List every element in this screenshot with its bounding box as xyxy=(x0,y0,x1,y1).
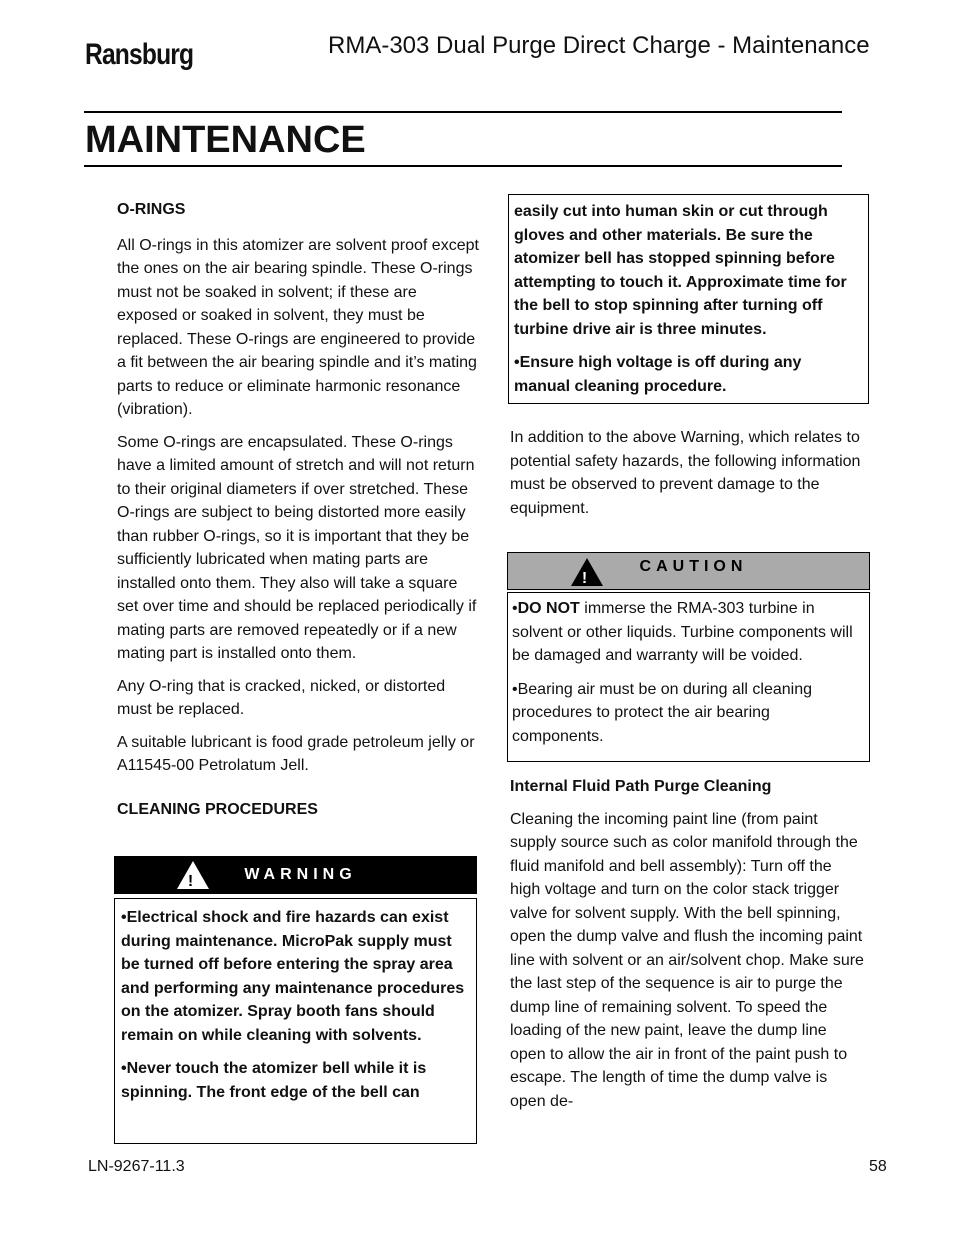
cleaning-heading: CLEANING PROCEDURES xyxy=(117,800,318,818)
warning-body xyxy=(114,898,477,1144)
caution-paragraph-2: •Bearing air must be on during all cleaning procedures to protect the air bearing components. xyxy=(512,680,812,745)
warning-label: WARNING xyxy=(244,866,357,883)
caution-body xyxy=(507,592,870,762)
caution-do-not: DO NOT xyxy=(517,600,580,617)
purge-section xyxy=(510,775,866,1122)
caution-triangle-icon xyxy=(570,557,604,587)
brand-logo: Ransburg xyxy=(85,38,194,71)
warning-box xyxy=(114,856,477,1144)
purge-paragraph: Cleaning the incoming paint line (from paint supply source such as color manifold through the fluid manifold and bell assembly): Turn off the high voltage and turn on the color stack trigger valve for solvent supply. With the bell spinning, open the dump valve and flush the incoming paint line with solvent or an air/solvent chop. Make sure the last step of the sequence is air to purge the dump line of remaining solvent. To speed the loading of the new paint, leave the dump line open to allow the air in front of the paint push to escape. The length of time the dump valve is open de- xyxy=(510,810,864,1110)
oring-paragraph-4: A suitable lubricant is food grade petroleum jelly or A11545-00 Petrolatum Jell. xyxy=(117,733,475,774)
svg-text:!: ! xyxy=(187,873,199,890)
left-column xyxy=(117,198,479,830)
oring-paragraph-3: Any O-ring that is cracked, nicked, or distorted must be replaced. xyxy=(117,677,446,718)
intro-paragraph: In addition to the above Warning, which relates to potential safety hazards, the following information must be observed to prevent damage to the equipment. xyxy=(510,429,861,517)
caution-label: CAUTION xyxy=(639,558,748,575)
top-rule xyxy=(84,111,842,113)
warning-triangle-icon xyxy=(176,860,210,890)
caution-box xyxy=(507,552,870,762)
oring-paragraph-2: Some O-rings are encapsulated. These O-rings have a limited amount of stretch and will not return to their original diameters if over stretched. These O-rings are subject to being distorted more easily than rubber O-rings, so it is important that they be sufficiently lubricated when mating parts are installed onto them. They also will take a square set over time and should be replaced periodically if mating parts are removed repeatedly or if a new mating part is installed onto them. xyxy=(117,433,477,662)
header-title: RMA-303 Dual Purge Direct Charge - Maintenance xyxy=(328,32,870,59)
doc-number: LN-9267-11.3 xyxy=(88,1158,185,1175)
warning-continued-paragraph-1: easily cut into human skin or cut through gloves and other materials. Be sure the atomizer bell has stopped spinning before attempting to touch it. Approximate time for the bell to stop spinning after turning off turbine drive air is three minutes. xyxy=(514,203,847,338)
warning-banner xyxy=(114,856,477,894)
warning-continued-box xyxy=(508,194,869,404)
caution-paragraph-1-text: immerse the RMA-303 turbine in solvent or other liquids. Turbine components will be damaged and warranty will be voided. xyxy=(512,600,853,664)
svg-text:!: ! xyxy=(581,570,593,587)
caution-banner xyxy=(507,552,870,590)
caution-paragraph-1 xyxy=(512,597,861,668)
warning-paragraph-2: •Never touch the atomizer bell while it is spinning. The front edge of the bell can xyxy=(121,1060,427,1101)
oring-paragraph-1: All O-rings in this atomizer are solvent proof except the ones on the air bearing spindle. These O-rings must not be soaked in solvent; if these are exposed or soaked in solvent, they must be replaced. These O-rings are engineered to provide a fit between the air bearing spindle and it’s mating parts to reduce or eliminate harmonic resonance (vibration). xyxy=(117,236,479,418)
caution-bullet: • xyxy=(512,600,518,617)
oring-heading: O-RINGS xyxy=(117,201,186,218)
purge-heading: Internal Fluid Path Purge Cleaning xyxy=(510,778,772,795)
warning-paragraph-1: •Electrical shock and fire hazards can exist during maintenance. MicroPak supply must be turned off before entering the spray area and performing any maintenance procedures on the atomizer. Spray booth fans should remain on while cleaning with solvents. xyxy=(121,909,465,1044)
bottom-rule xyxy=(84,165,842,167)
section-title: MAINTENANCE xyxy=(85,119,366,161)
warning-continued-paragraph-2: •Ensure high voltage is off during any manual cleaning procedure. xyxy=(514,354,802,395)
page-number: 58 xyxy=(869,1158,887,1175)
